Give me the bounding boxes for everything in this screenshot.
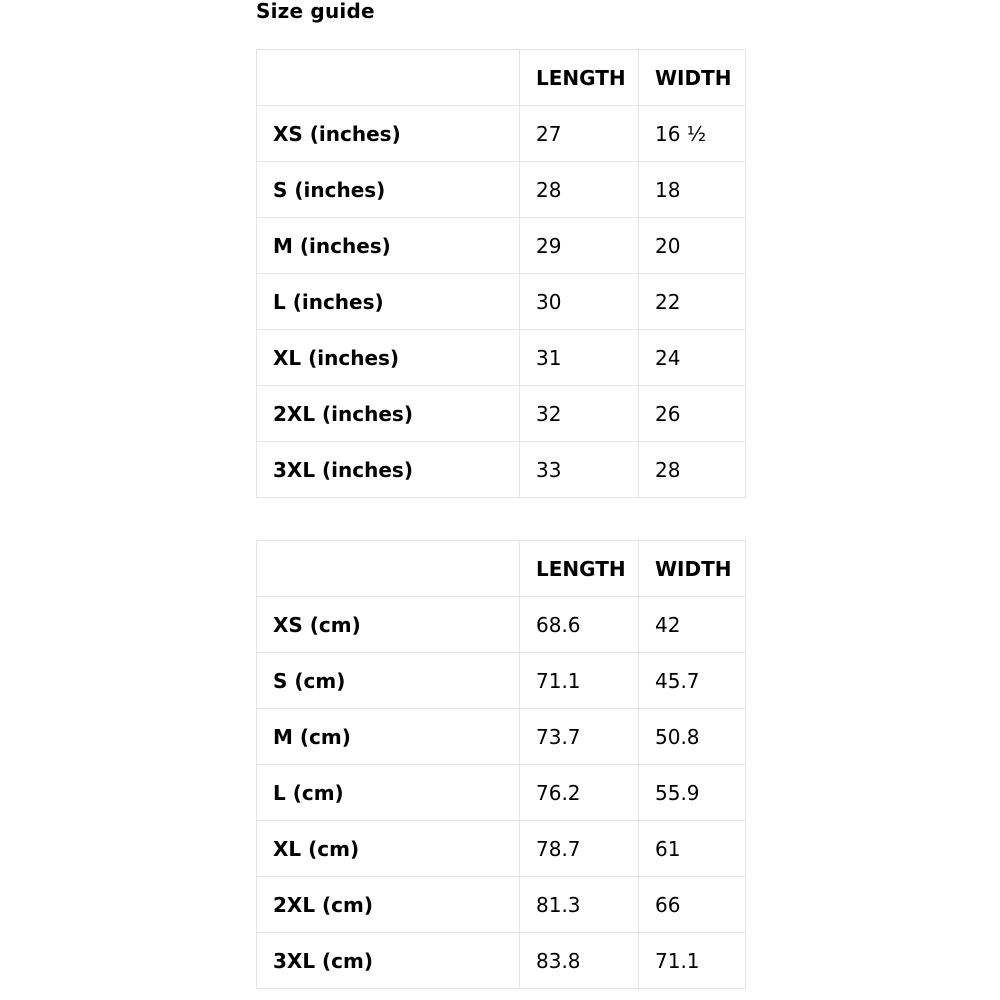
length-value: 83.8 bbox=[520, 933, 639, 989]
size-label: S (inches) bbox=[257, 162, 520, 218]
length-value: 31 bbox=[520, 330, 639, 386]
width-value: 26 bbox=[639, 386, 746, 442]
length-value: 29 bbox=[520, 218, 639, 274]
size-label: XL (inches) bbox=[257, 330, 520, 386]
size-label: L (cm) bbox=[257, 765, 520, 821]
table-row bbox=[257, 877, 746, 933]
length-value: 81.3 bbox=[520, 877, 639, 933]
width-value: 42 bbox=[639, 597, 746, 653]
width-value: 20 bbox=[639, 218, 746, 274]
table-row bbox=[257, 330, 746, 386]
width-value: 71.1 bbox=[639, 933, 746, 989]
size-label: 3XL (inches) bbox=[257, 442, 520, 498]
length-value: 68.6 bbox=[520, 597, 639, 653]
table-row bbox=[257, 274, 746, 330]
table-row bbox=[257, 106, 746, 162]
header-length: LENGTH bbox=[520, 541, 639, 597]
size-label: M (inches) bbox=[257, 218, 520, 274]
length-value: 32 bbox=[520, 386, 639, 442]
table-row bbox=[257, 933, 746, 989]
size-label: M (cm) bbox=[257, 709, 520, 765]
table-header-row bbox=[257, 50, 746, 106]
size-label: XL (cm) bbox=[257, 821, 520, 877]
size-label: L (inches) bbox=[257, 274, 520, 330]
length-value: 27 bbox=[520, 106, 639, 162]
length-value: 28 bbox=[520, 162, 639, 218]
size-label: 3XL (cm) bbox=[257, 933, 520, 989]
size-label: 2XL (inches) bbox=[257, 386, 520, 442]
table-row bbox=[257, 765, 746, 821]
header-length: LENGTH bbox=[520, 50, 639, 106]
table-row bbox=[257, 597, 746, 653]
table-header-row bbox=[257, 541, 746, 597]
page-title: Size guide bbox=[256, 0, 375, 23]
width-value: 55.9 bbox=[639, 765, 746, 821]
header-size bbox=[257, 50, 520, 106]
header-size bbox=[257, 541, 520, 597]
table-row bbox=[257, 386, 746, 442]
table-row bbox=[257, 162, 746, 218]
width-value: 61 bbox=[639, 821, 746, 877]
width-value: 16 ½ bbox=[639, 106, 746, 162]
width-value: 18 bbox=[639, 162, 746, 218]
length-value: 71.1 bbox=[520, 653, 639, 709]
length-value: 30 bbox=[520, 274, 639, 330]
width-value: 24 bbox=[639, 330, 746, 386]
width-value: 66 bbox=[639, 877, 746, 933]
width-value: 22 bbox=[639, 274, 746, 330]
size-label: XS (inches) bbox=[257, 106, 520, 162]
table-row bbox=[257, 709, 746, 765]
length-value: 73.7 bbox=[520, 709, 639, 765]
length-value: 76.2 bbox=[520, 765, 639, 821]
size-label: S (cm) bbox=[257, 653, 520, 709]
size-table-inches bbox=[256, 49, 746, 498]
size-label: 2XL (cm) bbox=[257, 877, 520, 933]
header-width: WIDTH bbox=[639, 50, 746, 106]
width-value: 50.8 bbox=[639, 709, 746, 765]
size-table-cm bbox=[256, 540, 746, 989]
length-value: 33 bbox=[520, 442, 639, 498]
table-row bbox=[257, 442, 746, 498]
header-width: WIDTH bbox=[639, 541, 746, 597]
size-label: XS (cm) bbox=[257, 597, 520, 653]
table-row bbox=[257, 653, 746, 709]
table-row bbox=[257, 821, 746, 877]
length-value: 78.7 bbox=[520, 821, 639, 877]
table-row bbox=[257, 218, 746, 274]
width-value: 28 bbox=[639, 442, 746, 498]
width-value: 45.7 bbox=[639, 653, 746, 709]
